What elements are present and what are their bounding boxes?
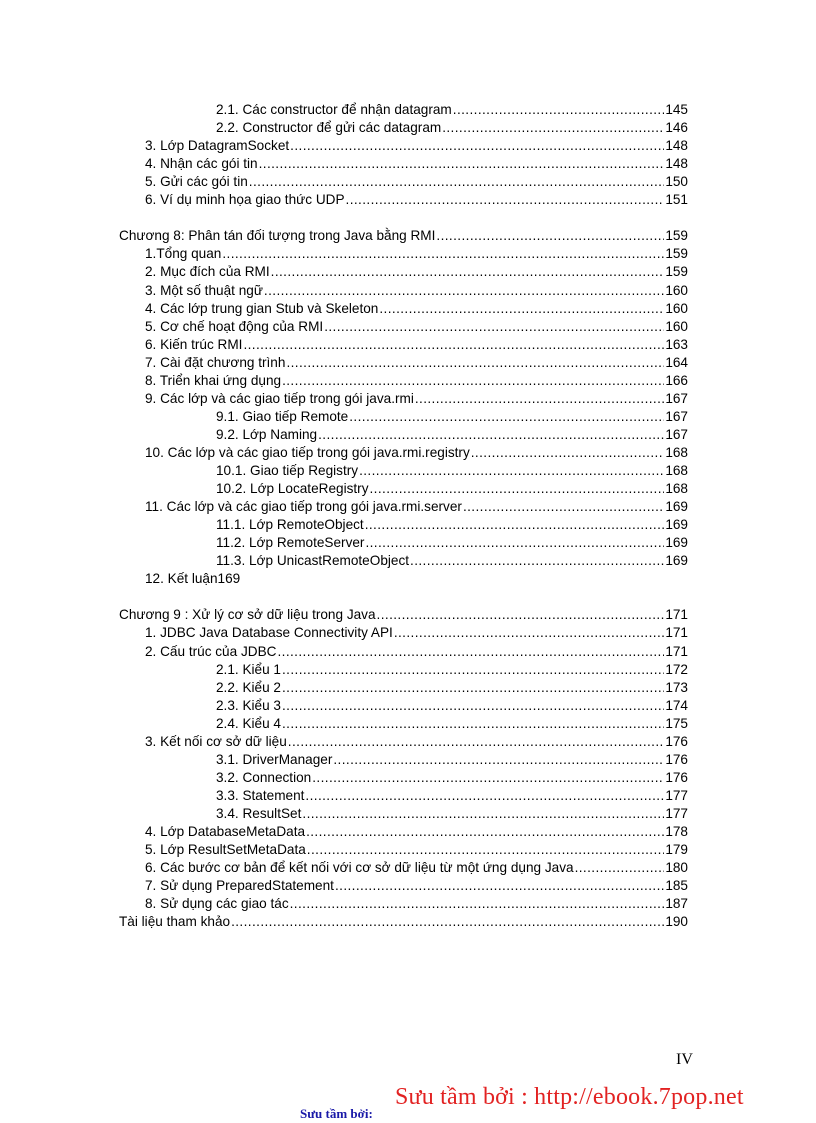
toc-entry[interactable] (216, 697, 688, 715)
toc-entry-page: 169 (665, 499, 688, 514)
toc-entry-page: 177 (665, 788, 688, 803)
page-number: IV (676, 1051, 693, 1068)
dot-leader (335, 877, 664, 895)
dot-leader (318, 426, 664, 444)
dot-leader (222, 245, 664, 263)
dot-leader (365, 534, 664, 552)
toc-entry-page: 180 (665, 860, 688, 875)
toc-entry-page: 148 (665, 138, 688, 153)
toc-entry[interactable] (145, 173, 688, 191)
toc-entry-page: 167 (665, 391, 688, 406)
dot-leader (282, 372, 664, 390)
toc-entry[interactable] (216, 751, 688, 769)
dot-leader (307, 841, 665, 859)
toc-entry[interactable] (145, 191, 688, 209)
footer (300, 1082, 800, 1122)
toc-entry-page: 159 (665, 246, 688, 261)
toc-entry[interactable] (216, 462, 688, 480)
toc-entry-page: 176 (665, 734, 688, 749)
toc-entry[interactable] (145, 841, 688, 859)
toc-entry[interactable] (145, 624, 688, 642)
toc-entry[interactable] (145, 570, 240, 588)
dot-leader (302, 805, 664, 823)
toc-entry-label: 3.2. Connection (216, 770, 312, 785)
toc-entry-page: 171 (665, 607, 688, 622)
toc-entry-label: 2.3. Kiểu 3 (216, 698, 281, 713)
dot-leader (306, 823, 664, 841)
toc-entry-page: 160 (665, 301, 688, 316)
toc-entry-page: 173 (665, 680, 688, 695)
footer-credit-link[interactable]: Sưu tầm bởi : http://ebook.7pop.net (395, 1084, 744, 1110)
toc-entry[interactable] (145, 155, 688, 173)
toc-entry[interactable] (145, 336, 688, 354)
toc-entry-page: 169 (665, 535, 688, 550)
dot-leader (370, 480, 665, 498)
dot-leader (305, 787, 664, 805)
toc-entry-label: Chương 8: Phân tán đối tượng trong Java bằng RMI (119, 228, 436, 243)
toc-entry-label: 5. Lớp ResultSetMetaData (145, 842, 306, 857)
dot-leader (463, 498, 664, 516)
toc-entry-page: 168 (665, 481, 688, 496)
toc-entry[interactable] (216, 679, 688, 697)
dot-leader (415, 390, 664, 408)
dot-leader (442, 119, 664, 137)
toc-entry-page: 169 (665, 517, 688, 532)
toc-entry[interactable] (145, 444, 688, 462)
toc-entry-label: 6. Kiến trúc RMI (145, 337, 243, 352)
toc-entry-page: 160 (665, 319, 688, 334)
toc-entry[interactable] (145, 859, 688, 877)
toc-entry-page: 167 (665, 409, 688, 424)
toc-entry[interactable] (145, 137, 688, 155)
toc-entry-label: 12. Kết luận169 (145, 571, 241, 586)
toc-entry[interactable] (216, 769, 688, 787)
dot-leader (290, 137, 664, 155)
dot-leader (324, 318, 664, 336)
toc-entry[interactable] (216, 516, 688, 534)
toc-entry-page: 174 (665, 698, 688, 713)
toc-entry-page: 166 (665, 373, 688, 388)
toc-entry-page: 175 (665, 716, 688, 731)
toc-entry-page: 187 (665, 896, 688, 911)
toc-entry-page: 151 (665, 192, 688, 207)
toc-entry[interactable] (145, 282, 688, 300)
toc-entry[interactable] (216, 552, 688, 570)
toc-entry-label: 2. Cấu trúc của JDBC (145, 644, 277, 659)
dot-leader (575, 859, 665, 877)
toc-entry-label: 8. Sử dụng các giao tác (145, 896, 289, 911)
toc-entry[interactable] (119, 227, 688, 245)
dot-leader (359, 462, 664, 480)
toc-entry-page: 169 (665, 553, 688, 568)
toc-entry-label: 3. Lớp DatagramSocket (145, 138, 290, 153)
toc-entry-page: 176 (665, 770, 688, 785)
toc-entry-label: 11.3. Lớp UnicastRemoteObject (216, 553, 410, 568)
toc-entry[interactable] (145, 245, 688, 263)
toc-entry[interactable] (216, 480, 688, 498)
dot-leader (231, 913, 664, 931)
toc-entry-page: 168 (665, 463, 688, 478)
footer-credit-small: Sưu tầm bởi: (300, 1106, 373, 1121)
toc-entry[interactable] (216, 787, 688, 805)
toc-entry-label: 9.1. Giao tiếp Remote (216, 409, 349, 424)
toc-entry-label: 2. Mục đích của RMI (145, 264, 270, 279)
toc-entry-page: 146 (665, 120, 688, 135)
dot-leader (349, 408, 664, 426)
dot-leader (365, 516, 665, 534)
toc-entry-page: 178 (665, 824, 688, 839)
toc-entry-page: 171 (665, 644, 688, 659)
toc-entry-page: 160 (665, 283, 688, 298)
toc-entry-page: 164 (665, 355, 688, 370)
toc-entry-label: 4. Nhận các gói tin (145, 156, 258, 171)
dot-leader (379, 300, 664, 318)
toc-entry-page: 163 (665, 337, 688, 352)
dot-leader (346, 191, 665, 209)
toc-entry-label: 9.2. Lớp Naming (216, 427, 318, 442)
toc-entry-label: 10. Các lớp và các giao tiếp trong gói java.rmi.registry (145, 445, 470, 460)
toc-entry-label: 3. Một số thuật ngữ (145, 283, 263, 298)
dot-leader (377, 606, 665, 624)
toc-entry-label: Chương 9 : Xử lý cơ sở dữ liệu trong Java (119, 607, 376, 622)
toc-entry-label: Tài liệu tham khảo (119, 914, 231, 929)
toc-entry[interactable] (145, 300, 688, 318)
toc-entry[interactable] (145, 498, 688, 516)
toc-entry-label: 5. Cơ chế hoạt động của RMI (145, 319, 324, 334)
toc-entry[interactable] (145, 318, 688, 336)
toc-entry-label: 10.2. Lớp LocateRegistry (216, 481, 369, 496)
toc-entry[interactable] (145, 390, 688, 408)
toc-entry-label: 3.3. Statement (216, 788, 305, 803)
dot-leader (282, 661, 664, 679)
toc-entry[interactable] (145, 643, 688, 661)
toc-entry[interactable] (216, 119, 688, 137)
dot-leader (277, 643, 664, 661)
toc-entry[interactable] (216, 426, 688, 444)
toc-entry[interactable] (145, 372, 688, 390)
dot-leader (288, 733, 665, 751)
toc-entry-label: 2.4. Kiểu 4 (216, 716, 281, 731)
toc-entry[interactable] (145, 877, 688, 895)
toc-entry-label: 4. Lớp DatabaseMetaData (145, 824, 306, 839)
toc-entry[interactable] (216, 101, 688, 119)
toc-entry-page: 171 (665, 625, 688, 640)
toc-entry-label: 6. Ví dụ minh họa giao thức UDP (145, 192, 345, 207)
toc-entry-label: 1. JDBC Java Database Connectivity API (145, 625, 393, 640)
toc-entry-page: 148 (665, 156, 688, 171)
toc-entry-label: 6. Các bước cơ bản để kết nối với cơ sở dữ liệu từ một ứng dụng Java (145, 860, 574, 875)
dot-leader (243, 336, 664, 354)
toc-entry[interactable] (216, 715, 688, 733)
toc-entry[interactable] (216, 408, 688, 426)
toc-entry-page: 185 (665, 878, 688, 893)
toc-entry-label: 3.4. ResultSet (216, 806, 302, 821)
toc-entry-label: 3.1. DriverManager (216, 752, 333, 767)
toc-entry[interactable] (119, 606, 688, 624)
toc-entry-label: 2.2. Constructor để gửi các datagram (216, 120, 442, 135)
toc-entry-page: 179 (665, 842, 688, 857)
toc-entry-label: 4. Các lớp trung gian Stub và Skeleton (145, 301, 379, 316)
toc-entry[interactable] (216, 534, 688, 552)
toc-entry-page: 172 (665, 662, 688, 677)
toc-entry-label: 7. Cài đặt chương trình (145, 355, 286, 370)
toc-entry-label: 10.1. Giao tiếp Registry (216, 463, 359, 478)
toc-entry-page: 177 (665, 806, 688, 821)
toc-entry-page: 145 (665, 102, 688, 117)
dot-leader (453, 101, 665, 119)
toc-entry[interactable] (145, 823, 688, 841)
dot-leader (312, 769, 664, 787)
dot-leader (286, 354, 664, 372)
toc-entry-page: 159 (665, 264, 688, 279)
toc-entry-label: 2.1. Kiểu 1 (216, 662, 281, 677)
dot-leader (282, 715, 664, 733)
toc-entry[interactable] (216, 661, 688, 679)
toc-entry[interactable] (216, 805, 688, 823)
dot-leader (271, 263, 665, 281)
dot-leader (282, 679, 664, 697)
toc-entry-label: 11.2. Lớp RemoteServer (216, 535, 365, 550)
toc-entry-label: 5. Gửi các gói tin (145, 174, 248, 189)
dot-leader (410, 552, 664, 570)
toc-entry-label: 11. Các lớp và các giao tiếp trong gói java.rmi.server (145, 499, 462, 514)
toc-entry-label: 8. Triển khai ứng dụng (145, 373, 282, 388)
dot-leader (436, 227, 664, 245)
toc-entry-page: 150 (665, 174, 688, 189)
toc-entry-label: 11.1. Lớp RemoteObject (216, 517, 364, 532)
toc-entry-label: 1.Tổng quan (145, 246, 222, 261)
dot-leader (471, 444, 665, 462)
toc-entry[interactable] (145, 733, 688, 751)
toc-entry-page: 190 (665, 914, 688, 929)
dot-leader (264, 282, 664, 300)
dot-leader (259, 155, 665, 173)
toc-entry-label: 9. Các lớp và các giao tiếp trong gói java.rmi (145, 391, 414, 406)
toc-entry-page: 176 (665, 752, 688, 767)
toc-entry[interactable] (119, 913, 688, 931)
toc-entry-page: 167 (665, 427, 688, 442)
dot-leader (249, 173, 665, 191)
toc-entry[interactable] (145, 895, 688, 913)
toc-entry-label: 2.2. Kiểu 2 (216, 680, 281, 695)
toc-entry-label: 2.1. Các constructor để nhận datagram (216, 102, 452, 117)
dot-leader (282, 697, 664, 715)
toc-entry-page: 168 (665, 445, 688, 460)
toc-entry[interactable] (145, 263, 688, 281)
dot-leader (394, 624, 664, 642)
dot-leader (290, 895, 665, 913)
toc-entry-label: 3. Kết nối cơ sở dữ liệu (145, 734, 287, 749)
toc-entry-page: 159 (665, 228, 688, 243)
dot-leader (333, 751, 664, 769)
toc-entry[interactable] (145, 354, 688, 372)
toc-entry-label: 7. Sử dụng PreparedStatement (145, 878, 334, 893)
